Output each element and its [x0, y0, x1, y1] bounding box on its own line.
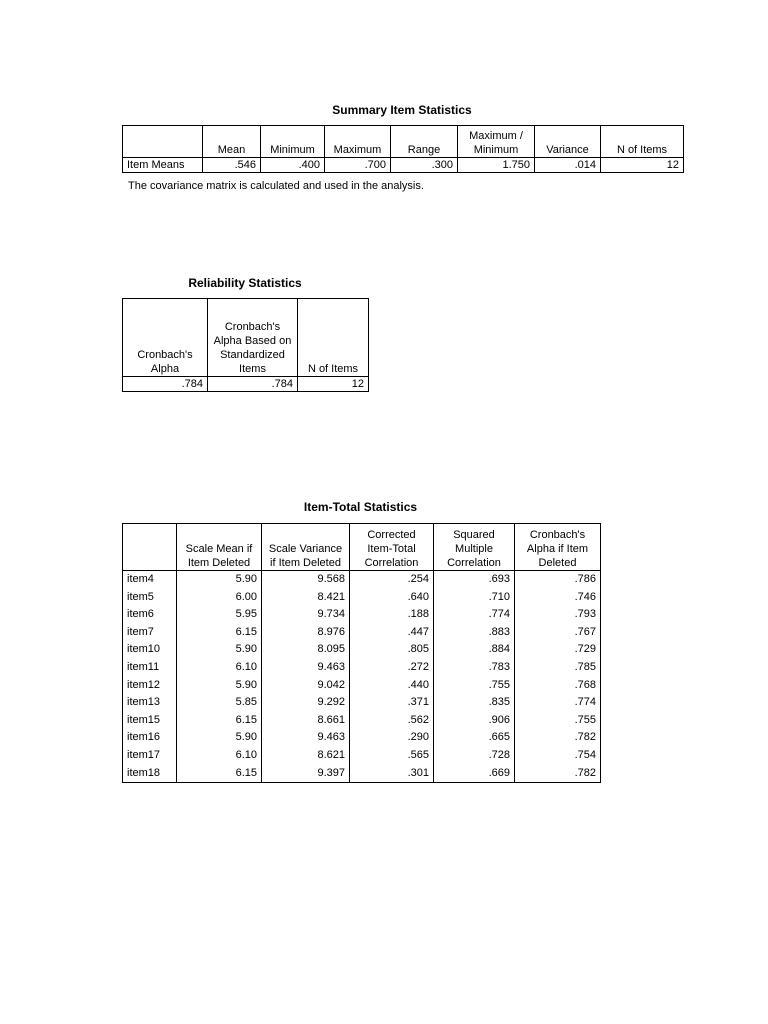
- table-cell: .710: [434, 589, 515, 607]
- item-total-statistics-table: [122, 523, 601, 783]
- table-cell: .440: [350, 677, 434, 695]
- column-header: N of Items: [601, 126, 684, 158]
- table-cell: 9.292: [262, 694, 350, 712]
- table-row: [123, 606, 601, 624]
- table-cell: .767: [515, 624, 601, 642]
- table-cell: 6.15: [177, 765, 262, 783]
- table-cell: .665: [434, 729, 515, 747]
- table-row: [123, 729, 601, 747]
- summary-table-title: Summary Item Statistics: [332, 103, 472, 117]
- table-row: [123, 677, 601, 695]
- table-cell: 1.750: [458, 158, 535, 173]
- table-row: [123, 589, 601, 607]
- table-cell: .640: [350, 589, 434, 607]
- table-cell: 8.661: [262, 712, 350, 730]
- column-header: Variance: [535, 126, 601, 158]
- table-cell: .782: [515, 729, 601, 747]
- summary-footnote: The covariance matrix is calculated and used in the analysis.: [128, 180, 424, 192]
- table-cell: .290: [350, 729, 434, 747]
- column-header: Mean: [203, 126, 261, 158]
- table-cell: .700: [325, 158, 391, 173]
- table-cell: 8.421: [262, 589, 350, 607]
- table-cell: 5.90: [177, 729, 262, 747]
- row-label: item15: [127, 713, 161, 726]
- column-header: Maximum / Minimum: [458, 126, 535, 158]
- table-cell: .254: [350, 571, 434, 589]
- table-row: [123, 747, 601, 765]
- row-label: item6: [127, 608, 154, 621]
- row-label: item18: [127, 766, 161, 779]
- table-cell: 12: [298, 377, 369, 392]
- table-cell: .755: [434, 677, 515, 695]
- column-header: Maximum: [325, 126, 391, 158]
- table-cell: .746: [515, 589, 601, 607]
- table-cell: 5.85: [177, 694, 262, 712]
- column-header: Cronbach's Alpha if Item Deleted: [515, 524, 601, 571]
- table-row: [123, 641, 601, 659]
- summary-body: [123, 158, 684, 173]
- table-row: [123, 377, 369, 392]
- table-cell: 6.10: [177, 747, 262, 765]
- table-cell: .755: [515, 712, 601, 730]
- reliability-header-row: [123, 299, 369, 377]
- row-label: item5: [127, 590, 154, 603]
- table-cell: .728: [434, 747, 515, 765]
- table-cell: .884: [434, 641, 515, 659]
- row-label: item10: [127, 643, 161, 656]
- table-cell: .782: [515, 765, 601, 783]
- table-cell: .774: [515, 694, 601, 712]
- column-header: Range: [391, 126, 458, 158]
- column-header: Corrected Item-Total Correlation: [350, 524, 434, 571]
- table-cell: .883: [434, 624, 515, 642]
- table-cell: 5.95: [177, 606, 262, 624]
- table-cell: 8.095: [262, 641, 350, 659]
- table-cell: .786: [515, 571, 601, 589]
- column-header: [123, 126, 203, 158]
- row-label: item4: [127, 573, 154, 585]
- table-cell: .546: [203, 158, 261, 173]
- table-cell: .906: [434, 712, 515, 730]
- itemtotal-table-title: Item-Total Statistics: [303, 500, 418, 514]
- table-cell: 6.10: [177, 659, 262, 677]
- table-cell: .188: [350, 606, 434, 624]
- table-cell: .371: [350, 694, 434, 712]
- table-cell: 5.90: [177, 571, 262, 589]
- table-cell: 5.90: [177, 641, 262, 659]
- table-row: [123, 158, 684, 173]
- column-header: Minimum: [261, 126, 325, 158]
- table-cell: 8.621: [262, 747, 350, 765]
- table-cell: 9.042: [262, 677, 350, 695]
- table-cell: .400: [261, 158, 325, 173]
- table-cell: 9.463: [262, 729, 350, 747]
- table-row: [123, 712, 601, 730]
- column-header: N of Items: [298, 299, 369, 377]
- table-cell: .805: [350, 641, 434, 659]
- table-cell: .793: [515, 606, 601, 624]
- row-label: item12: [127, 678, 161, 691]
- table-cell: 6.15: [177, 624, 262, 642]
- itemtotal-header-row: [123, 524, 601, 571]
- table-cell: .562: [350, 712, 434, 730]
- table-cell: .754: [515, 747, 601, 765]
- summary-item-statistics-table: [122, 125, 684, 173]
- column-header: Cronbach's Alpha: [123, 299, 208, 377]
- table-cell: .784: [181, 378, 203, 390]
- column-header: [123, 524, 177, 571]
- row-label: item7: [127, 625, 154, 638]
- table-cell: 9.397: [262, 765, 350, 783]
- table-cell: 5.90: [177, 677, 262, 695]
- reliability-table-title: Reliability Statistics: [188, 276, 302, 290]
- itemtotal-body: [123, 571, 601, 783]
- table-cell: .300: [391, 158, 458, 173]
- table-cell: .768: [515, 677, 601, 695]
- table-cell: 12: [601, 158, 684, 173]
- table-cell: 9.734: [262, 606, 350, 624]
- table-row: [123, 659, 601, 677]
- reliability-statistics-table: [122, 298, 369, 392]
- table-cell: 9.463: [262, 659, 350, 677]
- table-cell: 8.976: [262, 624, 350, 642]
- column-header: Cronbach's Alpha Based on Standardized Items: [208, 299, 298, 377]
- row-label: item17: [127, 748, 161, 761]
- reliability-body: [123, 377, 369, 392]
- table-cell: .774: [434, 606, 515, 624]
- column-header: Squared Multiple Correlation: [434, 524, 515, 571]
- table-cell: 9.568: [262, 571, 350, 589]
- column-header: Scale Variance if Item Deleted: [262, 524, 350, 571]
- table-cell: .669: [434, 765, 515, 783]
- row-label: Item Means: [127, 159, 185, 171]
- table-row: [123, 624, 601, 642]
- table-cell: .784: [208, 377, 298, 392]
- table-cell: .301: [350, 765, 434, 783]
- table-cell: .835: [434, 694, 515, 712]
- row-label: item13: [127, 696, 161, 709]
- table-cell: 6.00: [177, 589, 262, 607]
- table-row: [123, 765, 601, 783]
- table-row: [123, 571, 601, 589]
- table-cell: .272: [350, 659, 434, 677]
- table-cell: .785: [515, 659, 601, 677]
- table-cell: .565: [350, 747, 434, 765]
- summary-header-row: [123, 126, 684, 158]
- table-cell: .014: [535, 158, 601, 173]
- table-cell: .783: [434, 659, 515, 677]
- table-cell: .693: [434, 571, 515, 589]
- table-cell: .447: [350, 624, 434, 642]
- table-cell: 6.15: [177, 712, 262, 730]
- table-cell: .729: [515, 641, 601, 659]
- table-row: [123, 694, 601, 712]
- row-label: item16: [127, 731, 161, 744]
- column-header: Scale Mean if Item Deleted: [177, 524, 262, 571]
- row-label: item11: [127, 660, 160, 673]
